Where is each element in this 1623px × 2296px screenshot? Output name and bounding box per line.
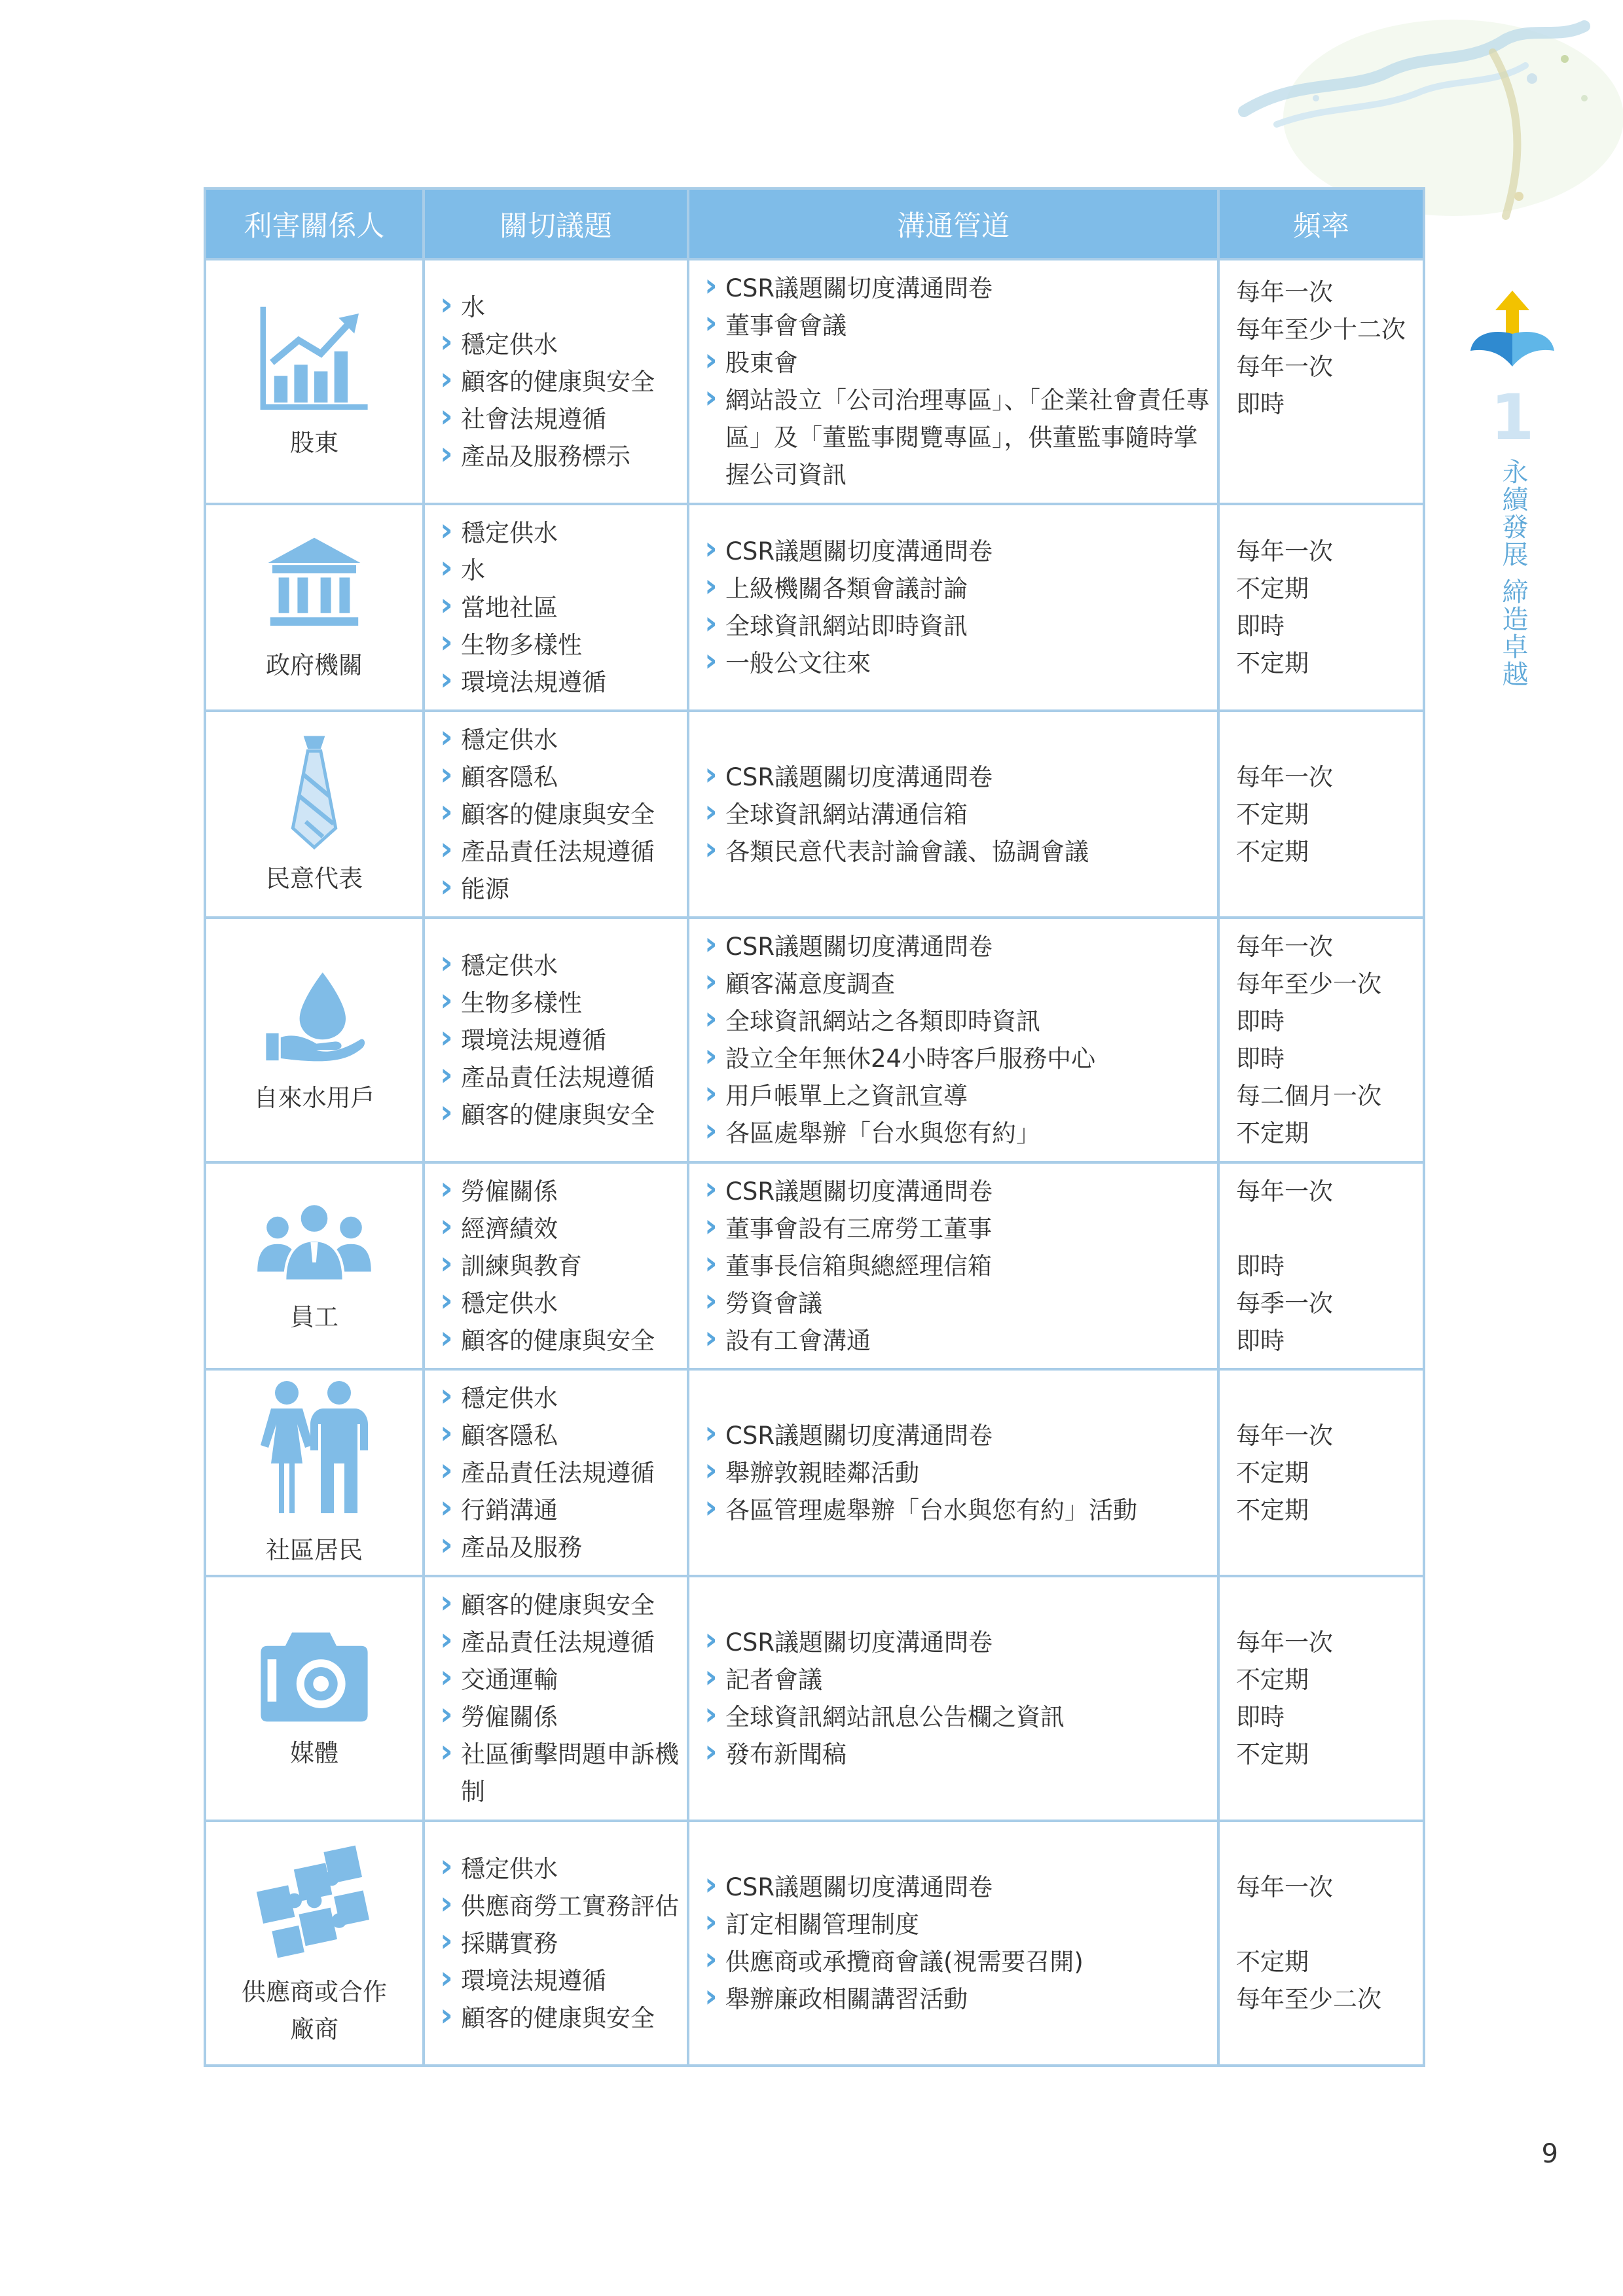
frequency-item: 即時 xyxy=(1236,1326,1285,1355)
channel-item: › 舉辦廉政相關講習活動 xyxy=(704,1981,1211,2018)
issue-item: › 供應商勞工實務評估 xyxy=(440,1888,681,1925)
chapter-water-icon xyxy=(1467,288,1558,373)
stakeholder-table xyxy=(204,187,1425,2067)
channel-item: › CSR議題關切度溝通問卷 xyxy=(704,1869,1211,1906)
issue-item: › 水 xyxy=(440,289,681,326)
frequency-cell xyxy=(1218,1162,1424,1369)
header-channels: 溝通管道 xyxy=(688,188,1218,259)
frequency-cell xyxy=(1218,918,1424,1162)
issues-cell xyxy=(424,711,688,918)
channel-item: › 網站設立「公司治理專區」、「企業社會責任專區」及「董監事閱覽專區」，供董監事隨時掌握公司資訊 xyxy=(704,382,1211,493)
channel-item: › 董事長信箱與總經理信箱 xyxy=(704,1247,1211,1285)
issue-item: › 顧客的健康與安全 xyxy=(440,796,681,833)
channel-item: › 全球資訊網站之各類即時資訊 xyxy=(704,1003,1211,1040)
frequency-cell xyxy=(1218,1576,1424,1821)
channel-item: › 用戶帳單上之資訊宣導 xyxy=(704,1077,1211,1115)
channel-item: › 董事會會議 xyxy=(704,307,1211,344)
issue-item: › 生物多樣性 xyxy=(440,626,681,664)
issue-item: › 交通運輸 xyxy=(440,1661,681,1698)
stakeholder-cell xyxy=(205,504,424,711)
issue-item: › 顧客的健康與安全 xyxy=(440,1322,681,1359)
frequency-cell xyxy=(1218,1369,1424,1576)
issues-cell xyxy=(424,1821,688,2066)
puzzle-icon xyxy=(252,1839,376,1963)
stakeholder-name: 員工 xyxy=(290,1302,338,1331)
channel-item: › CSR議題關切度溝通問卷 xyxy=(704,759,1211,796)
channel-item: › 一般公文往來 xyxy=(704,645,1211,682)
frequency-cell xyxy=(1218,711,1424,918)
frequency-item: 每年一次 xyxy=(1236,1628,1333,1657)
channel-item: › CSR議題關切度溝通問卷 xyxy=(704,1624,1211,1661)
channels-cell xyxy=(688,1162,1218,1369)
channel-item: › 設有工會溝通 xyxy=(704,1322,1211,1359)
stakeholder-name: 自來水用戶 xyxy=(253,1083,375,1112)
frequency-item: 每年一次 xyxy=(1236,762,1333,791)
frequency-item: 不定期 xyxy=(1236,800,1309,829)
frequency-item: 不定期 xyxy=(1236,1666,1309,1694)
frequency-item: 不定期 xyxy=(1236,1740,1309,1768)
frequency-item: 每年一次 xyxy=(1236,933,1333,961)
channels-cell xyxy=(688,1576,1218,1821)
frequency-item: 即時 xyxy=(1236,1045,1285,1073)
frequency-item: 每年一次 xyxy=(1236,278,1333,306)
channel-item: › 全球資訊網站即時資訊 xyxy=(704,607,1211,645)
frequency-item: 每年一次 xyxy=(1236,353,1333,381)
water-drop-hand-icon xyxy=(262,964,367,1069)
table-row xyxy=(205,259,1424,504)
stakeholder-name: 股東 xyxy=(290,428,338,457)
residents-icon xyxy=(255,1377,373,1521)
channel-item: › CSR議題關切度溝通問卷 xyxy=(704,1173,1211,1210)
table-row xyxy=(205,1821,1424,2066)
channel-item: › 供應商或承攬商會議(視需要召開) xyxy=(704,1943,1211,1981)
frequency-item: 不定期 xyxy=(1236,575,1309,603)
stakeholder-cell xyxy=(205,1162,424,1369)
channel-item: › 發布新聞稿 xyxy=(704,1736,1211,1773)
stakeholder-cell xyxy=(205,1821,424,2066)
issue-item: › 產品責任法規遵循 xyxy=(440,833,681,870)
channel-item: › CSR議題關切度溝通問卷 xyxy=(704,928,1211,965)
issues-cell xyxy=(424,504,688,711)
issues-cell xyxy=(424,1369,688,1576)
issue-item: › 產品責任法規遵循 xyxy=(440,1624,681,1661)
frequency-item: 即時 xyxy=(1236,612,1285,640)
frequency-item xyxy=(1236,1906,1415,1943)
issue-item: › 顧客的健康與安全 xyxy=(440,363,681,401)
channel-item: › CSR議題關切度溝通問卷 xyxy=(704,533,1211,570)
chapter-number: 1 xyxy=(1490,381,1535,454)
frequency-item: 即時 xyxy=(1236,390,1285,418)
chapter-title: 永續發展 締造卓越 xyxy=(1498,458,1528,688)
issue-item: › 顧客的健康與安全 xyxy=(440,2000,681,2037)
stakeholder-cell xyxy=(205,711,424,918)
issue-item: › 穩定供水 xyxy=(440,326,681,363)
channel-item: › 各區管理處舉辦「台水與您有約」活動 xyxy=(704,1492,1211,1529)
frequency-item: 不定期 xyxy=(1236,1496,1309,1524)
table-row xyxy=(205,1369,1424,1576)
stakeholder-cell xyxy=(205,1576,424,1821)
frequency-item: 不定期 xyxy=(1236,837,1309,866)
frequency-item: 即時 xyxy=(1236,1703,1285,1731)
issue-item: › 穩定供水 xyxy=(440,947,681,984)
header-frequency: 頻率 xyxy=(1218,188,1424,259)
issue-item: › 顧客的健康與安全 xyxy=(440,1587,681,1624)
issue-item: › 穩定供水 xyxy=(440,721,681,759)
issues-cell xyxy=(424,259,688,504)
frequency-item: 每年一次 xyxy=(1236,1873,1333,1901)
stakeholder-cell xyxy=(205,259,424,504)
stakeholder-cell xyxy=(205,918,424,1162)
channel-item: › 全球資訊網站溝通信箱 xyxy=(704,796,1211,833)
channels-cell xyxy=(688,711,1218,918)
table-row xyxy=(205,918,1424,1162)
frequency-item: 每二個月一次 xyxy=(1236,1082,1381,1110)
stakeholder-name: 民意代表 xyxy=(266,864,363,893)
issue-item: › 生物多樣性 xyxy=(440,984,681,1022)
frequency-item: 即時 xyxy=(1236,1007,1285,1035)
issue-item: › 勞僱關係 xyxy=(440,1173,681,1210)
frequency-item: 每年一次 xyxy=(1236,1177,1333,1206)
frequency-item: 不定期 xyxy=(1236,649,1309,677)
channels-cell xyxy=(688,1821,1218,2066)
channel-item: › 董事會設有三席勞工董事 xyxy=(704,1210,1211,1247)
channel-item: › 勞資會議 xyxy=(704,1285,1211,1322)
issue-item: › 訓練與教育 xyxy=(440,1247,681,1285)
stakeholder-name: 媒體 xyxy=(290,1738,338,1767)
issue-item: › 顧客的健康與安全 xyxy=(440,1096,681,1134)
issue-item: › 經濟績效 xyxy=(440,1210,681,1247)
chapter-marker xyxy=(1467,288,1558,694)
issue-item: › 環境法規遵循 xyxy=(440,1022,681,1059)
stakeholder-name: 社區居民 xyxy=(266,1535,363,1564)
table-row xyxy=(205,504,1424,711)
issue-item: › 環境法規遵循 xyxy=(440,1962,681,2000)
frequency-item: 每年至少一次 xyxy=(1236,970,1381,998)
channel-item: › 全球資訊網站訊息公告欄之資訊 xyxy=(704,1698,1211,1736)
issue-item: › 穩定供水 xyxy=(440,1285,681,1322)
frequency-cell xyxy=(1218,504,1424,711)
issue-item: › 行銷溝通 xyxy=(440,1492,681,1529)
channels-cell xyxy=(688,918,1218,1162)
channel-item: › CSR議題關切度溝通問卷 xyxy=(704,270,1211,307)
employees-group-icon xyxy=(249,1196,380,1288)
channel-item: › 顧客滿意度調查 xyxy=(704,965,1211,1003)
government-building-icon xyxy=(262,531,367,636)
table-row xyxy=(205,711,1424,918)
channel-item: › 設立全年無休24小時客戶服務中心 xyxy=(704,1040,1211,1077)
frequency-item: 每年至少十二次 xyxy=(1236,315,1406,344)
stakeholder-name: 供應商或合作廠商 xyxy=(242,1978,387,2043)
frequency-cell xyxy=(1218,259,1424,504)
frequency-cell xyxy=(1218,1821,1424,2066)
issue-item: › 產品及服務 xyxy=(440,1529,681,1566)
frequency-item: 每年至少二次 xyxy=(1236,1985,1381,2013)
stock-chart-icon xyxy=(259,302,370,414)
frequency-item xyxy=(1236,1210,1415,1247)
channel-item: › 各區處舉辦「台水與您有約」 xyxy=(704,1115,1211,1152)
table-row xyxy=(205,1162,1424,1369)
channels-cell xyxy=(688,504,1218,711)
issue-item: › 能源 xyxy=(440,870,681,908)
channel-item: › 記者會議 xyxy=(704,1661,1211,1698)
table-header-row xyxy=(205,188,1424,259)
issues-cell xyxy=(424,1162,688,1369)
channel-item: › 上級機關各類會議討論 xyxy=(704,570,1211,607)
channel-item: › CSR議題關切度溝通問卷 xyxy=(704,1417,1211,1454)
stakeholder-cell xyxy=(205,1369,424,1576)
camera-icon xyxy=(259,1626,370,1724)
channel-item: › 股東會 xyxy=(704,344,1211,382)
issue-item: › 顧客隱私 xyxy=(440,759,681,796)
channel-item: › 訂定相關管理制度 xyxy=(704,1906,1211,1943)
table-row xyxy=(205,1576,1424,1821)
issues-cell xyxy=(424,918,688,1162)
issue-item: › 水 xyxy=(440,552,681,589)
issue-item: › 產品及服務標示 xyxy=(440,438,681,475)
header-stakeholder: 利害關係人 xyxy=(205,188,424,259)
frequency-item: 不定期 xyxy=(1236,1458,1309,1487)
issue-item: › 勞僱關係 xyxy=(440,1698,681,1736)
issue-item: › 穩定供水 xyxy=(440,1850,681,1888)
frequency-item: 不定期 xyxy=(1236,1119,1309,1147)
frequency-item: 不定期 xyxy=(1236,1948,1309,1976)
channel-item: › 舉辦敦親睦鄰活動 xyxy=(704,1454,1211,1492)
issue-item: › 產品責任法規遵循 xyxy=(440,1059,681,1096)
tie-icon xyxy=(282,732,347,850)
issue-item: › 社會法規遵循 xyxy=(440,401,681,438)
issues-cell xyxy=(424,1576,688,1821)
issue-item: › 穩定供水 xyxy=(440,1380,681,1417)
stakeholder-name: 政府機關 xyxy=(266,651,363,679)
issue-item: › 採購實務 xyxy=(440,1925,681,1962)
issue-item: › 產品責任法規遵循 xyxy=(440,1454,681,1492)
channels-cell xyxy=(688,259,1218,504)
frequency-item: 即時 xyxy=(1236,1251,1285,1280)
frequency-item: 每年一次 xyxy=(1236,1421,1333,1450)
header-issues: 關切議題 xyxy=(424,188,688,259)
issue-item: › 環境法規遵循 xyxy=(440,664,681,701)
channels-cell xyxy=(688,1369,1218,1576)
issue-item: › 顧客隱私 xyxy=(440,1417,681,1454)
issue-item: › 社區衝擊問題申訴機制 xyxy=(440,1736,681,1810)
frequency-item: 每季一次 xyxy=(1236,1289,1333,1318)
issue-item: › 穩定供水 xyxy=(440,514,681,552)
channel-item: › 各類民意代表討論會議、協調會議 xyxy=(704,833,1211,870)
frequency-item: 每年一次 xyxy=(1236,537,1333,565)
issue-item: › 當地社區 xyxy=(440,589,681,626)
page-number: 9 xyxy=(1541,2139,1558,2169)
